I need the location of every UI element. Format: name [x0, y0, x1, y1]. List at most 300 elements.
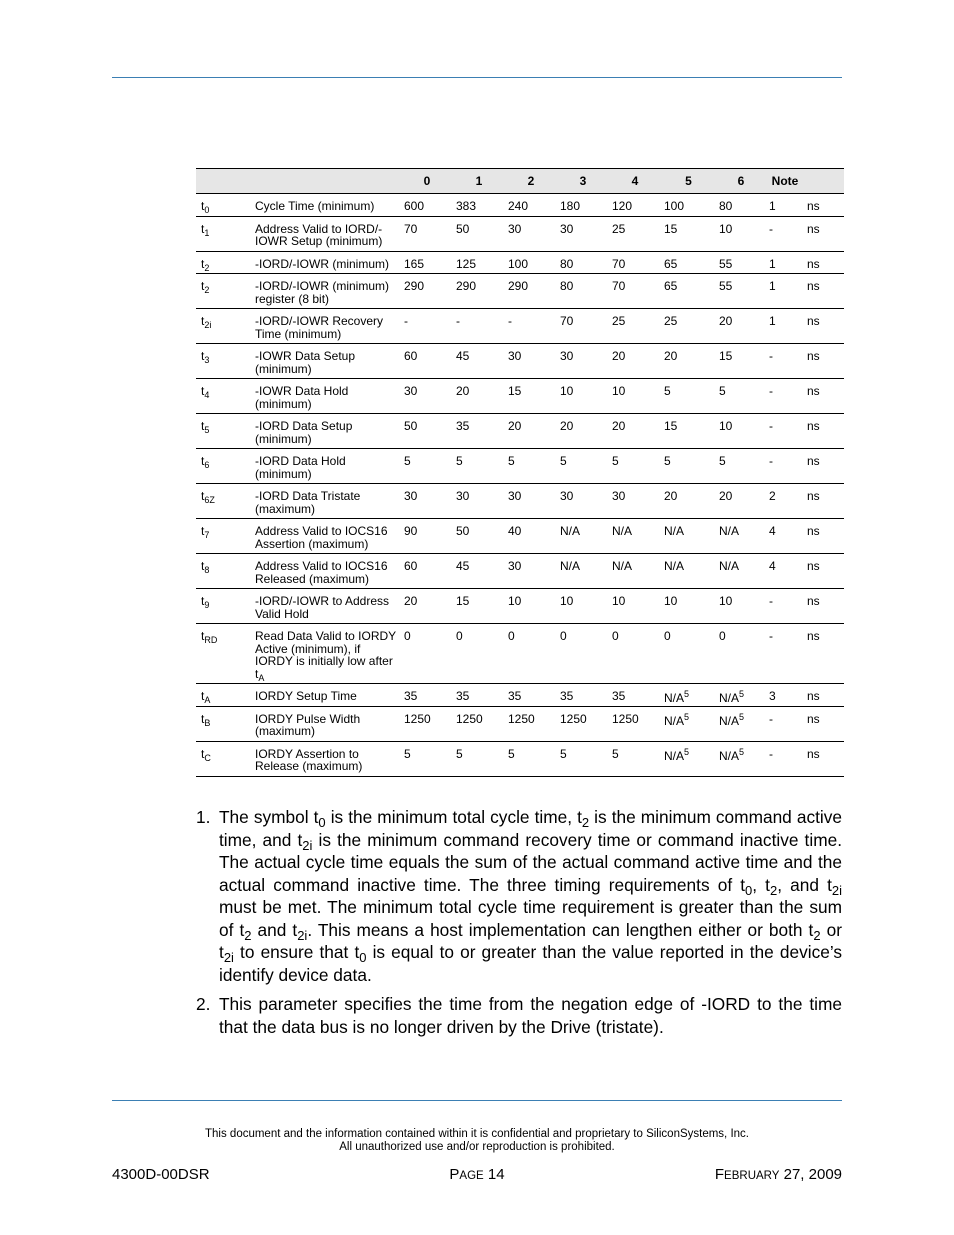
mode-value-cell [505, 684, 557, 707]
parameter-cell [252, 194, 401, 217]
footnote-number: 1. [196, 807, 211, 827]
footnote-ref: 5 [684, 689, 690, 699]
mode-value: 80 [560, 256, 574, 271]
mode-value: N/A [664, 524, 685, 538]
mode-value-cell [716, 589, 766, 624]
mode-value: 15 [664, 419, 678, 433]
mode-value: 0 [612, 629, 619, 643]
mode-value: - [456, 314, 460, 328]
symbol-cell [196, 449, 252, 484]
footnote-text: to ensure that t [233, 942, 360, 962]
symbol-cell [196, 589, 252, 624]
symbol-subscript: 7 [204, 530, 210, 540]
mode-value-cell [609, 484, 661, 519]
mode-value: 100 [508, 256, 529, 271]
mode-value-cell [453, 309, 505, 344]
mode-value: N/A [664, 713, 685, 728]
mode-value-cell [661, 344, 716, 379]
parameter-subscript: A [258, 672, 265, 683]
mode-value: 1250 [560, 711, 587, 726]
mode-value-cell [661, 741, 716, 776]
mode-value: 10 [508, 594, 522, 608]
mode-value-cell [716, 344, 766, 379]
unit-cell: ns [804, 684, 844, 707]
table-row [196, 624, 844, 684]
mode-value: 1250 [456, 711, 483, 726]
symbol-subscript: 6Z [204, 495, 215, 505]
mode-value-cell [505, 554, 557, 589]
mode-value: - [508, 314, 512, 328]
symbol-subscript: B [204, 717, 211, 728]
mode-value-cell [609, 706, 661, 741]
mode-value: N/A [612, 524, 633, 538]
note-cell: - [766, 624, 804, 684]
subscript: 2i [297, 927, 308, 943]
symbol-cell [196, 706, 252, 741]
symbol-letter: t [201, 221, 205, 236]
mode-value: 15 [508, 384, 522, 398]
mode-value-cell [557, 309, 609, 344]
symbol-letter: t [201, 594, 205, 608]
mode-value-cell [716, 379, 766, 414]
mode-value-cell [557, 251, 609, 274]
parameter-cell [252, 379, 401, 414]
parameter-cell [252, 684, 401, 707]
mode-value-cell [401, 216, 453, 251]
parameter-text: -IORD/-IOWR (minimum) register (8 bit) [255, 279, 389, 306]
mode-value-cell [661, 449, 716, 484]
footnote-item [196, 993, 842, 1038]
document-date [715, 1166, 842, 1183]
mode-value-cell [557, 589, 609, 624]
mode-value-cell [557, 741, 609, 776]
mode-value: 35 [560, 689, 574, 703]
mode-value-cell [661, 684, 716, 707]
parameter-text: Address Valid to IORD/-IOWR Setup (minimum) [255, 221, 383, 248]
mode-value-cell [505, 449, 557, 484]
mode-value: 10 [560, 594, 574, 608]
mode-value-cell [609, 194, 661, 217]
symbol-cell [196, 741, 252, 776]
mode-value: 5 [664, 384, 671, 398]
note-cell: 1 [766, 251, 804, 274]
mode-value: 30 [560, 489, 574, 503]
page-number-value: 14 [487, 1166, 505, 1183]
mode-value-cell [609, 251, 661, 274]
mode-value-cell [661, 484, 716, 519]
mode-value: 30 [404, 384, 418, 398]
parameter-cell [252, 251, 401, 274]
table-row [196, 274, 844, 309]
mode-value-cell [716, 251, 766, 274]
note-cell: - [766, 589, 804, 624]
parameter-cell [252, 344, 401, 379]
mode-value: 20 [560, 419, 574, 433]
symbol-subscript: 1 [204, 227, 210, 238]
mode-value: 5 [456, 454, 463, 468]
table-row [196, 484, 844, 519]
date-day-year: 27, 2009 [783, 1166, 842, 1183]
mode-value: 20 [719, 314, 733, 328]
footnote-text: must be met. The minimum total cycle time requirement is greater than the sum of t [219, 897, 842, 940]
note-cell: - [766, 216, 804, 251]
mode-value: 20 [664, 489, 678, 503]
symbol-cell [196, 519, 252, 554]
symbol-letter: t [201, 419, 205, 433]
unit-cell: ns [804, 251, 844, 274]
mode-value-cell [453, 484, 505, 519]
subscript: 2i [831, 882, 842, 898]
mode-value-cell [453, 379, 505, 414]
mode-value-cell [401, 274, 453, 309]
mode-value: 0 [719, 629, 726, 643]
unit-cell: ns [804, 449, 844, 484]
mode-value: N/A [719, 524, 740, 538]
mode-value: 30 [404, 489, 418, 503]
parameter-text: -IOWR Data Hold (minimum) [255, 384, 349, 411]
mode-value-cell [505, 706, 557, 741]
mode-value-cell [716, 624, 766, 684]
parameter-text: -IORD/-IOWR to Address Valid Hold [255, 594, 390, 621]
parameter-text: -IORD/-IOWR Recovery Time (minimum) [255, 314, 384, 341]
footnote-text: is equal to or greater than the value reported in the device’s identify device data. [219, 942, 842, 985]
mode-value-cell [505, 589, 557, 624]
table-row [196, 251, 844, 274]
mode-value-cell [453, 274, 505, 309]
mode-value: 35 [456, 419, 470, 433]
footnote-text: This parameter specifies the time from the negation edge of -IORD to the time that the data bus is no longer driven by the Drive (tristate). [219, 994, 842, 1037]
parameter-cell [252, 309, 401, 344]
mode-value: 600 [404, 199, 425, 213]
mode-value: 0 [560, 629, 567, 643]
symbol-subscript: C [204, 752, 211, 763]
mode-value-cell [505, 484, 557, 519]
document-number: 4300D-00DSR [112, 1166, 210, 1183]
mode-value: 30 [456, 489, 470, 503]
mode-value: 15 [664, 221, 678, 236]
notice-line-1: This document and the information contained within it is confidential and proprietary to SiliconSystems, Inc. [205, 1128, 749, 1140]
mode-value: 5 [404, 454, 411, 468]
mode-value: 5 [560, 454, 567, 468]
mode-value-cell [401, 741, 453, 776]
na-with-note [719, 711, 745, 728]
mode-value-cell [453, 554, 505, 589]
mode-value-cell [557, 194, 609, 217]
symbol-subscript: 6 [204, 460, 210, 470]
symbol-cell [196, 554, 252, 589]
parameter-cell [252, 484, 401, 519]
mode-value-cell [661, 589, 716, 624]
parameter-text: Address Valid to IOCS16 Assertion (maximum) [255, 524, 388, 551]
table-row [196, 379, 844, 414]
symbol-letter: t [201, 524, 205, 538]
mode-value-cell [661, 216, 716, 251]
mode-value-cell [661, 309, 716, 344]
mode-value-cell [505, 624, 557, 684]
mode-value: 65 [664, 279, 678, 293]
mode-value: 25 [664, 314, 678, 328]
footnote-text: is the minimum command active time, and t [219, 807, 842, 850]
mode-value: 5 [664, 454, 671, 468]
symbol-subscript: 4 [204, 390, 210, 400]
mode-value: 60 [404, 349, 418, 363]
symbol-cell [196, 344, 252, 379]
symbol-cell [196, 414, 252, 449]
mode-value-cell [401, 194, 453, 217]
mode-value-cell [609, 414, 661, 449]
parameter-text: IORDY Pulse Width (maximum) [255, 711, 361, 738]
table-row [196, 741, 844, 776]
mode-value-cell [661, 554, 716, 589]
unit-cell: ns [804, 216, 844, 251]
mode-value: 125 [456, 256, 477, 271]
mode-value-cell [661, 624, 716, 684]
mode-value: 5 [508, 454, 515, 468]
table-body [196, 194, 844, 777]
subscript: 2i [223, 950, 234, 965]
unit-cell: ns [804, 554, 844, 589]
subscript: 2 [769, 882, 778, 898]
mode-value-cell [401, 684, 453, 707]
mode-value: 50 [404, 419, 418, 433]
mode-value: N/A [612, 559, 633, 573]
mode-value-cell [453, 449, 505, 484]
mode-value: 45 [456, 349, 470, 363]
mode-value-cell [453, 216, 505, 251]
header-cell: 6 [716, 169, 766, 194]
mode-value-cell [453, 741, 505, 776]
parameter-cell [252, 706, 401, 741]
table-row [196, 194, 844, 217]
mode-value-cell [401, 554, 453, 589]
header-cell: 1 [453, 169, 505, 194]
parameter-cell [252, 216, 401, 251]
symbol-subscript: A [204, 695, 211, 705]
symbol-letter: t [201, 314, 205, 328]
mode-value: 20 [664, 349, 678, 363]
mode-value-cell [716, 741, 766, 776]
unit-cell: ns [804, 624, 844, 684]
symbol-subscript: 2i [204, 320, 212, 330]
mode-value-cell [557, 344, 609, 379]
symbol-cell [196, 624, 252, 684]
table-row [196, 309, 844, 344]
symbol-cell [196, 251, 252, 274]
mode-value-cell [453, 414, 505, 449]
mode-value-cell [453, 624, 505, 684]
mode-value: 1250 [404, 711, 431, 726]
footnote-text: , t [752, 874, 770, 895]
mode-value-cell [609, 554, 661, 589]
symbol-cell [196, 194, 252, 217]
mode-value-cell [401, 706, 453, 741]
header-cell [804, 169, 844, 194]
symbol-letter: t [201, 199, 205, 213]
header-cell: 2 [505, 169, 557, 194]
mode-value-cell [661, 251, 716, 274]
mode-value: 30 [508, 559, 522, 573]
note-cell: 1 [766, 274, 804, 309]
table-row [196, 684, 844, 707]
mode-value-cell [609, 449, 661, 484]
footnote-ref: 5 [684, 711, 690, 722]
footnote-ref: 5 [739, 711, 745, 722]
footnote-text: and t [251, 919, 298, 940]
mode-value: 30 [508, 349, 522, 363]
mode-value: 20 [612, 349, 626, 363]
mode-value-cell [453, 706, 505, 741]
mode-value-cell [716, 194, 766, 217]
symbol-cell [196, 274, 252, 309]
symbol-subscript: RD [204, 635, 218, 645]
parameter-text: IORDY Setup Time [255, 689, 357, 703]
symbol-cell [196, 309, 252, 344]
symbol-cell [196, 216, 252, 251]
symbol-subscript: 3 [204, 355, 210, 365]
mode-value: N/A [719, 713, 740, 728]
mode-value: 10 [719, 419, 733, 433]
symbol-cell [196, 379, 252, 414]
mode-value: 25 [612, 221, 626, 236]
mode-value-cell [505, 274, 557, 309]
note-cell: - [766, 379, 804, 414]
mode-value: N/A [664, 691, 685, 705]
na-with-note [719, 691, 744, 705]
subscript: 2 [581, 815, 590, 830]
mode-value: 5 [719, 384, 726, 398]
mode-value: 10 [719, 221, 733, 236]
mode-value: 20 [508, 419, 522, 433]
mode-value: 15 [456, 594, 470, 608]
parameter-cell [252, 741, 401, 776]
mode-value-cell [557, 624, 609, 684]
mode-value: 290 [404, 279, 425, 293]
subscript: 0 [318, 815, 326, 830]
mode-value-cell [401, 414, 453, 449]
mode-value: 10 [664, 594, 678, 608]
mode-value-cell [661, 519, 716, 554]
table-row [196, 344, 844, 379]
footnote-text: The symbol t [219, 807, 319, 827]
mode-value: 35 [612, 689, 626, 703]
note-cell: 2 [766, 484, 804, 519]
mode-value-cell [453, 344, 505, 379]
footnote-text: . This means a host implementation can lengthen either or both t [307, 919, 814, 940]
note-cell: 1 [766, 309, 804, 344]
page-label-initial: P [449, 1166, 460, 1183]
mode-value: 20 [404, 594, 418, 608]
mode-value-cell [401, 589, 453, 624]
mode-value: 0 [404, 629, 411, 643]
mode-value-cell [716, 554, 766, 589]
mode-value-cell [453, 194, 505, 217]
mode-value-cell [661, 379, 716, 414]
symbol-letter: t [201, 629, 205, 643]
footnote-text: , and t [777, 874, 832, 895]
mode-value: N/A [560, 559, 581, 573]
symbol-subscript: 2 [204, 285, 210, 295]
mode-value-cell [609, 624, 661, 684]
note-cell: - [766, 706, 804, 741]
unit-cell: ns [804, 194, 844, 217]
parameter-text: -IOWR Data Setup (minimum) [255, 349, 356, 376]
mode-value-cell [609, 741, 661, 776]
mode-value: 70 [560, 314, 574, 328]
mode-value-cell [557, 274, 609, 309]
na-with-note [664, 711, 690, 728]
mode-value-cell [557, 414, 609, 449]
subscript: 0 [745, 882, 753, 898]
mode-value-cell [557, 684, 609, 707]
subscript: 2 [244, 927, 252, 943]
symbol-letter: t [201, 559, 205, 573]
mode-value: - [404, 314, 408, 328]
mode-value: 25 [612, 314, 626, 328]
mode-value: 80 [560, 279, 574, 293]
mode-value-cell [505, 519, 557, 554]
mode-value: 290 [456, 279, 477, 293]
mode-value: 10 [612, 594, 626, 608]
mode-value-cell [401, 309, 453, 344]
mode-value: 5 [719, 454, 726, 468]
na-with-note [719, 746, 745, 763]
mode-value: 70 [612, 279, 626, 293]
date-month-rest: EBRUARY [724, 1170, 780, 1182]
mode-value: 10 [560, 384, 574, 398]
mode-value: 50 [456, 221, 470, 236]
footnote-ref: 5 [684, 746, 690, 757]
table-row [196, 706, 844, 741]
mode-value-cell [557, 554, 609, 589]
symbol-subscript: 0 [204, 205, 210, 215]
mode-value-cell [661, 414, 716, 449]
mode-value-cell [557, 706, 609, 741]
mode-value: 290 [508, 279, 529, 293]
mode-value: 65 [664, 256, 678, 271]
header-cell: Note [766, 169, 804, 194]
mode-value-cell [401, 251, 453, 274]
parameter-cell [252, 274, 401, 309]
mode-value: N/A [664, 559, 685, 573]
mode-value-cell [609, 274, 661, 309]
mode-value: 5 [612, 746, 619, 761]
mode-value: 5 [612, 454, 619, 468]
header-cell [252, 169, 401, 194]
mode-value: 35 [508, 689, 522, 703]
parameter-cell [252, 589, 401, 624]
mode-value-cell [401, 519, 453, 554]
header-rule [112, 77, 842, 78]
mode-value-cell [557, 379, 609, 414]
parameter-text: -IORD Data Hold (minimum) [255, 454, 346, 481]
parameter-cell [252, 554, 401, 589]
mode-value: 165 [404, 256, 425, 271]
parameter-cell [252, 449, 401, 484]
header-cell [196, 169, 252, 194]
mode-value: 35 [404, 689, 418, 703]
footnote-text: is the minimum command recovery time or command inactive time. The actual cycle time equals the sum of the actual command active time and the actual command inactive time. The three timing requirements of t [219, 829, 842, 895]
header-cell: 5 [661, 169, 716, 194]
mode-value-cell [401, 379, 453, 414]
mode-value-cell [505, 379, 557, 414]
mode-value: N/A [664, 748, 685, 763]
mode-value-cell [661, 194, 716, 217]
mode-value-cell [716, 484, 766, 519]
parameter-text: -IORD/-IOWR (minimum) [255, 256, 389, 271]
mode-value-cell [505, 194, 557, 217]
symbol-letter: t [201, 384, 205, 398]
mode-value: 50 [456, 524, 470, 538]
